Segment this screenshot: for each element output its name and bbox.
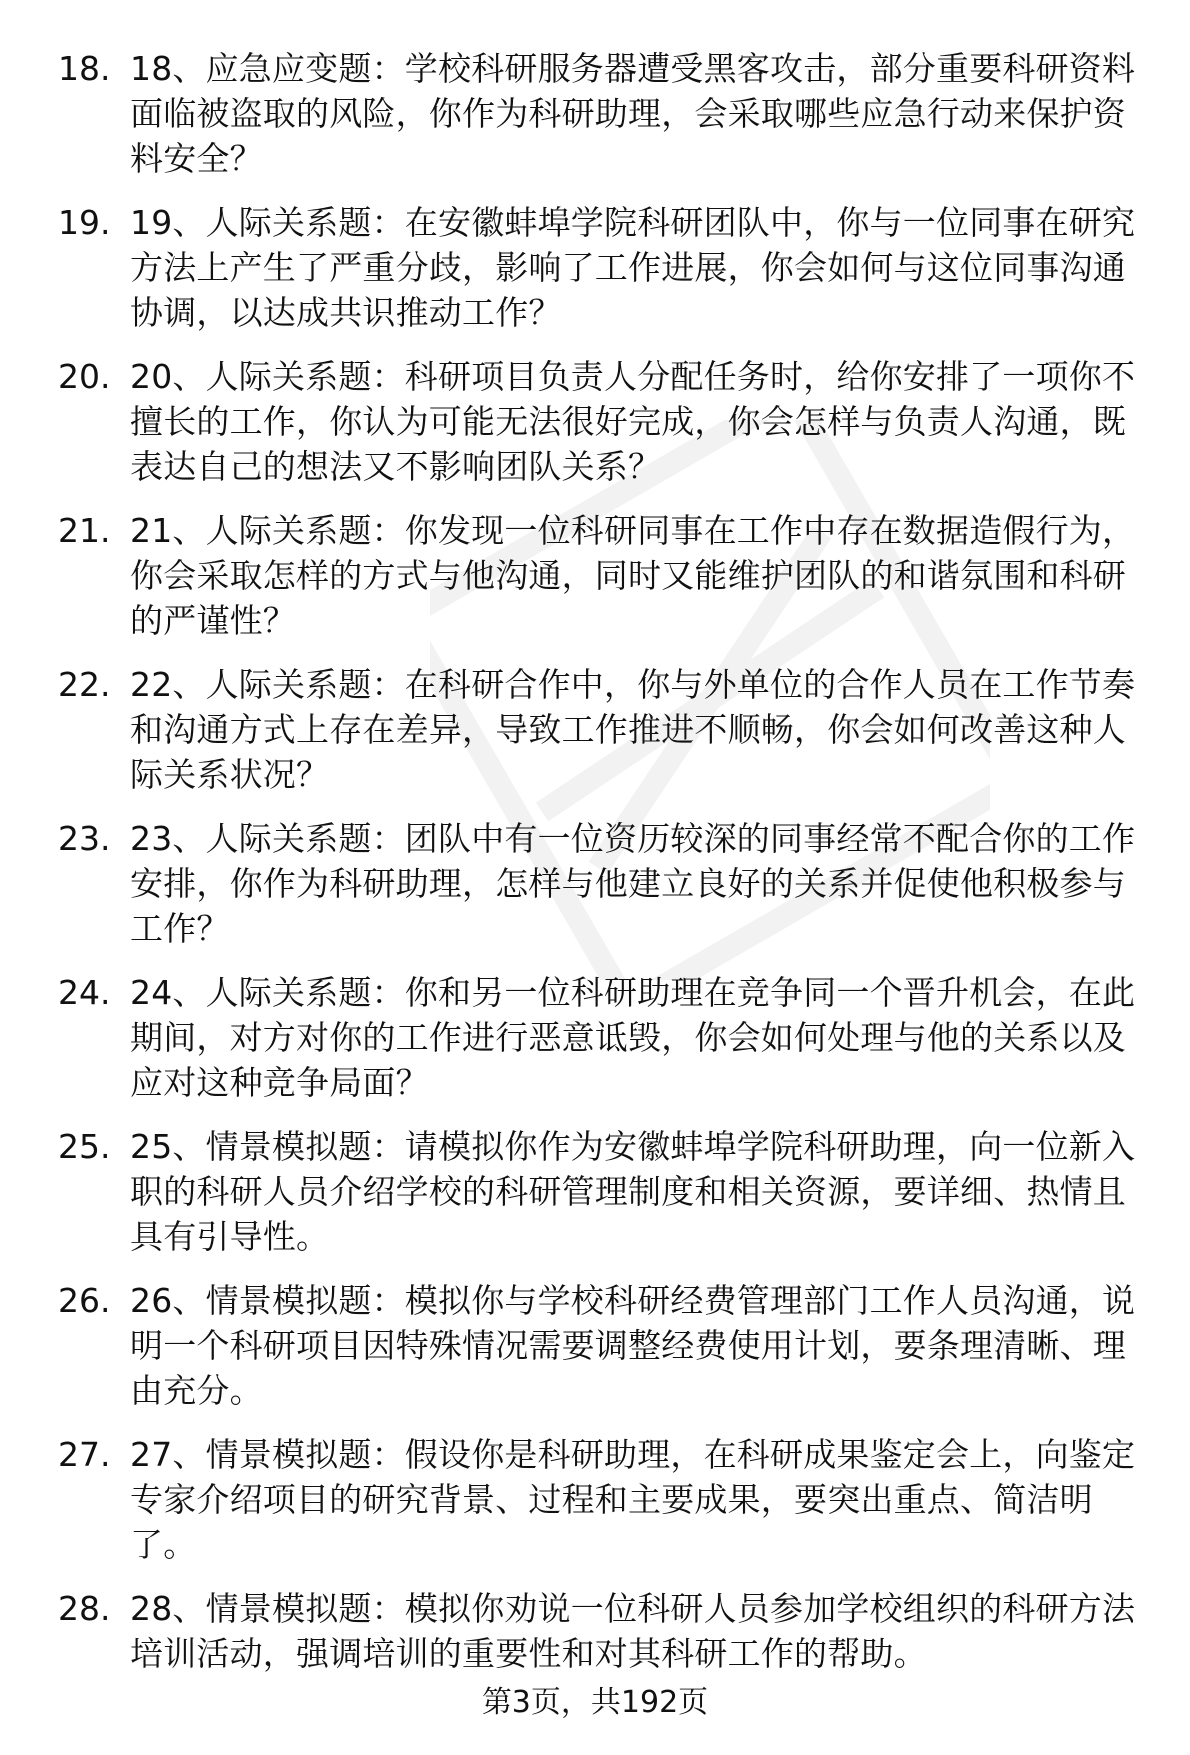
question-item — [58, 354, 1148, 489]
question-text: 28、情景模拟题：模拟你劝说一位科研人员参加学校组织的科研方法培训活动，强调培训的重要性和对其科研工作的帮助。 — [130, 1589, 1136, 1673]
question-item — [58, 970, 1148, 1105]
question-number: 21. — [58, 511, 111, 550]
question-item — [58, 1278, 1148, 1413]
question-text: 26、情景模拟题：模拟你与学校科研经费管理部门工作人员沟通，说明一个科研项目因特殊情况需要调整经费使用计划，要条理清晰、理由充分。 — [130, 1281, 1136, 1410]
question-number: 28. — [58, 1589, 111, 1628]
question-number: 23. — [58, 819, 111, 858]
question-text: 20、人际关系题：科研项目负责人分配任务时，给你安排了一项你不擅长的工作，你认为可能无法很好完成，你会怎样与负责人沟通，既表达自己的想法又不影响团队关系？ — [130, 357, 1136, 486]
question-number: 26. — [58, 1281, 111, 1320]
question-number: 24. — [58, 973, 111, 1012]
question-item — [58, 200, 1148, 335]
question-number: 25. — [58, 1127, 111, 1166]
question-text: 22、人际关系题：在科研合作中，你与外单位的合作人员在工作节奏和沟通方式上存在差异，导致工作推进不顺畅，你会如何改善这种人际关系状况？ — [130, 665, 1136, 794]
question-number: 20. — [58, 357, 111, 396]
question-text: 21、人际关系题：你发现一位科研同事在工作中存在数据造假行为，你会采取怎样的方式与他沟通，同时又能维护团队的和谐氛围和科研的严谨性？ — [130, 511, 1136, 640]
question-text: 18、应急应变题：学校科研服务器遭受黑客攻击，部分重要科研资料面临被盗取的风险，你作为科研助理，会采取哪些应急行动来保护资料安全？ — [130, 49, 1136, 178]
question-text: 25、情景模拟题：请模拟你作为安徽蚌埠学院科研助理，向一位新入职的科研人员介绍学校的科研管理制度和相关资源，要详细、热情且具有引导性。 — [130, 1127, 1136, 1256]
page-footer: 第3页，共192页 — [481, 1685, 709, 1720]
question-text: 24、人际关系题：你和另一位科研助理在竞争同一个晋升机会，在此期间，对方对你的工作进行恶意诋毁，你会如何处理与他的关系以及应对这种竞争局面？ — [130, 973, 1136, 1102]
question-text: 19、人际关系题：在安徽蚌埠学院科研团队中，你与一位同事在研究方法上产生了严重分歧，影响了工作进展，你会如何与这位同事沟通协调，以达成共识推动工作？ — [130, 203, 1136, 332]
question-item — [58, 1586, 1148, 1676]
question-text: 23、人际关系题：团队中有一位资历较深的同事经常不配合你的工作安排，你作为科研助理，怎样与他建立良好的关系并促使他积极参与工作？ — [130, 819, 1136, 948]
question-item — [58, 1432, 1148, 1567]
question-number: 18. — [58, 49, 111, 88]
question-item — [58, 46, 1148, 181]
question-number: 22. — [58, 665, 111, 704]
question-item — [58, 816, 1148, 951]
question-item — [58, 662, 1148, 797]
question-item — [58, 508, 1148, 643]
question-text: 27、情景模拟题：假设你是科研助理，在科研成果鉴定会上，向鉴定专家介绍项目的研究背景、过程和主要成果，要突出重点、简洁明了。 — [130, 1435, 1136, 1564]
question-number: 19. — [58, 203, 111, 242]
question-list — [58, 46, 1148, 1695]
question-number: 27. — [58, 1435, 111, 1474]
question-item — [58, 1124, 1148, 1259]
